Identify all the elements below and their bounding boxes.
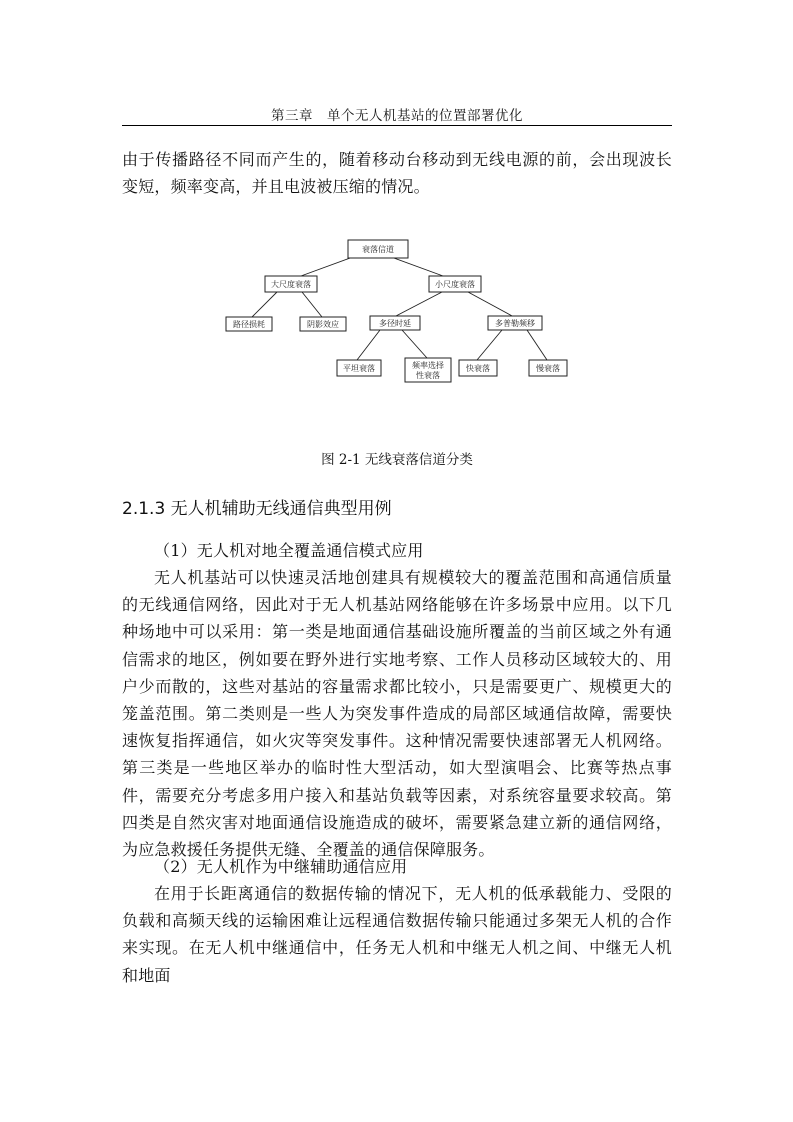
- node-fast-label: 快衰落: [466, 364, 490, 373]
- node-small-scale: [429, 276, 481, 292]
- node-doppler: [488, 316, 542, 330]
- edge-large-pathloss: [252, 292, 277, 317]
- fading-channel-diagram: [222, 236, 582, 386]
- node-freq-selective: [405, 358, 451, 382]
- edge-multipath-freqsel: [402, 330, 427, 358]
- edge-small-doppler: [468, 292, 514, 317]
- node-flat-label: 平坦衰落: [343, 364, 375, 373]
- node-freqsel-label-line1: 频率选择: [412, 361, 444, 370]
- node-fast: [459, 360, 497, 376]
- node-shadow-label: 阴影效应: [307, 320, 339, 329]
- node-path-loss-label: 路径损耗: [233, 320, 265, 329]
- node-shadow: [300, 317, 346, 331]
- paragraph-2: 在用于长距离通信的数据传输的情况下，无人机的低承载能力、受限的负载和高频天线的运输困难让远程通信数据传输只能通过多架无人机的合作来实现。在无人机中继通信中，任务无人机和中继无人机之间、中继无人机和地面: [122, 884, 672, 985]
- node-multipath-label: 多径时延: [379, 319, 411, 328]
- running-header: 第三章 单个无人机基站的位置部署优化: [271, 108, 523, 124]
- header-rule: [122, 125, 672, 126]
- node-freqsel-label-line2: 性衰落: [416, 371, 440, 380]
- node-slow-label: 慢衰落: [536, 364, 560, 373]
- node-large-scale: [265, 276, 317, 292]
- node-root-label: 衰落信道: [362, 245, 394, 254]
- node-flat: [337, 360, 381, 376]
- paragraph-1: 无人机基站可以快速灵活地创建具有规模较大的覆盖范围和高通信质量的无线通信网络，因此对于无人机基站网络能够在许多场景中应用。以下几种场地中可以采用：第一类是地面通信基础设施所覆盖的当前区域之外有通信需求的地区，例如要在野外进行实地考察、工作人员移动区域较大的、用户少而散的，这些对基站的容量需求都比较小，只是需要更广、规模更大的笼盖范围。第二类则是一些人为突发事件造成的局部区域通信故障，需要快速恢复指挥通信，如火灾等突发事件。这种情况需要快速部署无人机网络。第三类是一些地区举办的临时性大型活动，如大型演唱会、比赛等热点事件，需要充分考虑多用户接入和基站负载等因素，对系统容量要求较高。第四类是自然灾害对地面通信设施造成的破坏，需要紧急建立新的通信网络，为应急救援任务提供无缝、全覆盖的通信保障服务。: [122, 568, 672, 860]
- node-large-label: 大尺度衰落: [271, 280, 311, 289]
- node-small-label: 小尺度衰落: [435, 280, 475, 289]
- subheading-2: （2）无人机作为中继辅助通信应用: [154, 857, 408, 876]
- figure-caption: 图 2-1 无线衰落信道分类: [321, 452, 473, 468]
- edge-doppler-fast: [477, 330, 502, 360]
- intro-paragraph: 由于传播路径不同而产生的，随着移动台移动到无线电源的前，会出现波长变短，频率变高，并且电波被压缩的情况。: [122, 150, 672, 197]
- node-doppler-label: 多普勒频移: [495, 319, 535, 328]
- node-multipath: [370, 316, 420, 330]
- node-root: [348, 240, 408, 258]
- edge-large-shadow: [302, 292, 322, 317]
- edge-multipath-flat: [357, 330, 380, 360]
- edge-small-multipath: [394, 292, 442, 317]
- node-slow: [529, 360, 567, 376]
- subheading-1: （1）无人机对地全覆盖通信模式应用: [154, 541, 424, 560]
- section-heading: 2.1.3 无人机辅助无线通信典型用例: [122, 499, 392, 519]
- edge-doppler-slow: [527, 330, 547, 360]
- node-path-loss: [226, 317, 272, 331]
